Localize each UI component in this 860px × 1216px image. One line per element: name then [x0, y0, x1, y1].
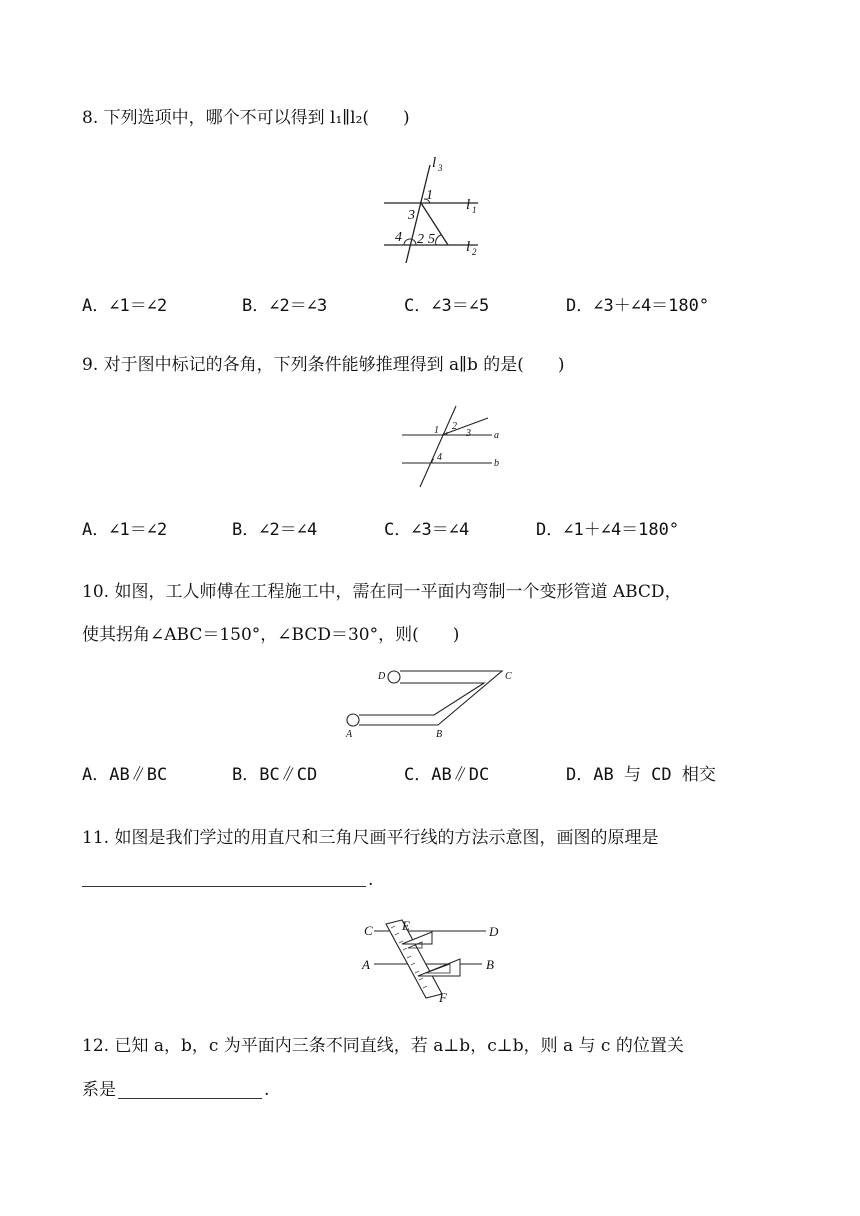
q10-option-d: D．AB 与 CD 相交: [566, 765, 716, 785]
q8-option-d: D．∠3＋∠4＝180°: [566, 296, 710, 316]
q8-label-l2: l: [466, 239, 471, 255]
q9-stem: 9. 对于图中标记的各角，下列条件能够推理得到 a∥b 的是( ): [82, 355, 565, 375]
q9-angle-2: 2: [452, 421, 457, 432]
q8-angle-5: 5: [428, 232, 435, 247]
q8-label-l3: l: [432, 155, 437, 171]
q8-figure: [378, 155, 488, 267]
q11-label-b: B: [486, 957, 494, 972]
q8-angle-3: 3: [408, 208, 415, 223]
q10-label-b: B: [436, 729, 443, 740]
q8-option-c: C．∠3＝∠5: [404, 296, 490, 316]
q9-option-c: C．∠3＝∠4: [384, 520, 470, 540]
q10-label-a: A: [346, 729, 353, 740]
q9-angle-4: 4: [437, 452, 442, 463]
q10-option-c: C．AB∥DC: [404, 765, 490, 785]
q12-stem-line2-start: 系是: [82, 1080, 116, 1100]
q11-label-a: A: [362, 957, 370, 972]
q8-stem: 8. 下列选项中，哪个不可以得到 l₁∥l₂( ): [82, 108, 410, 128]
q11-label-d: D: [489, 924, 499, 939]
q11-stem-end: .: [368, 870, 374, 890]
q10-stem-line1: 10. 如图，工人师傅在工程施工中，需在同一平面内弯制一个变形管道 ABCD，: [82, 582, 682, 602]
q9-figure: [396, 403, 506, 489]
q8-label-l3-sub: 3: [438, 163, 443, 173]
q10-label-d: D: [378, 671, 386, 682]
q11-label-e: E: [402, 918, 410, 933]
q11-figure: [356, 914, 506, 1006]
q10-stem-line2: 使其拐角∠ABC＝150°，∠BCD＝30°，则( ): [82, 625, 460, 645]
q9-angle-1: 1: [434, 425, 439, 436]
q12-stem-line1: 12. 已知 a，b，c 为平面内三条不同直线，若 a⊥b，c⊥b，则 a 与 c 的位置关: [82, 1036, 684, 1056]
q8-label-l1: l: [466, 197, 471, 213]
q10-label-c: C: [505, 671, 512, 682]
q11-stem-line1: 11. 如图是我们学过的用直尺和三角尺画平行线的方法示意图，画图的原理是: [82, 828, 659, 848]
q9-label-b: b: [494, 458, 499, 469]
q8-label-l1-sub: 1: [472, 205, 477, 215]
q8-angle-2: 2: [417, 232, 424, 247]
q10-option-b: B．BC∥CD: [232, 765, 318, 785]
q9-option-a: A．∠1＝∠2: [82, 520, 168, 540]
q9-option-b: B．∠2＝∠4: [232, 520, 318, 540]
q12-answer-blank[interactable]: [118, 1098, 262, 1099]
q10-option-a: A．AB∥BC: [82, 765, 168, 785]
q8-option-b: B．∠2＝∠3: [242, 296, 328, 316]
q12-stem-end: .: [264, 1080, 270, 1100]
q8-angle-4: 4: [395, 230, 402, 245]
q10-figure: [338, 664, 528, 742]
q9-label-a: a: [494, 430, 499, 441]
q8-option-a: A．∠1＝∠2: [82, 296, 168, 316]
q9-angle-3: 3: [466, 428, 471, 439]
q9-option-d: D．∠1＋∠4＝180°: [536, 520, 680, 540]
q11-label-c: C: [364, 923, 373, 938]
q8-label-l2-sub: 2: [472, 247, 477, 257]
q11-answer-blank[interactable]: [82, 886, 366, 887]
q11-label-f: F: [439, 990, 447, 1005]
q8-angle-1: 1: [426, 188, 433, 203]
